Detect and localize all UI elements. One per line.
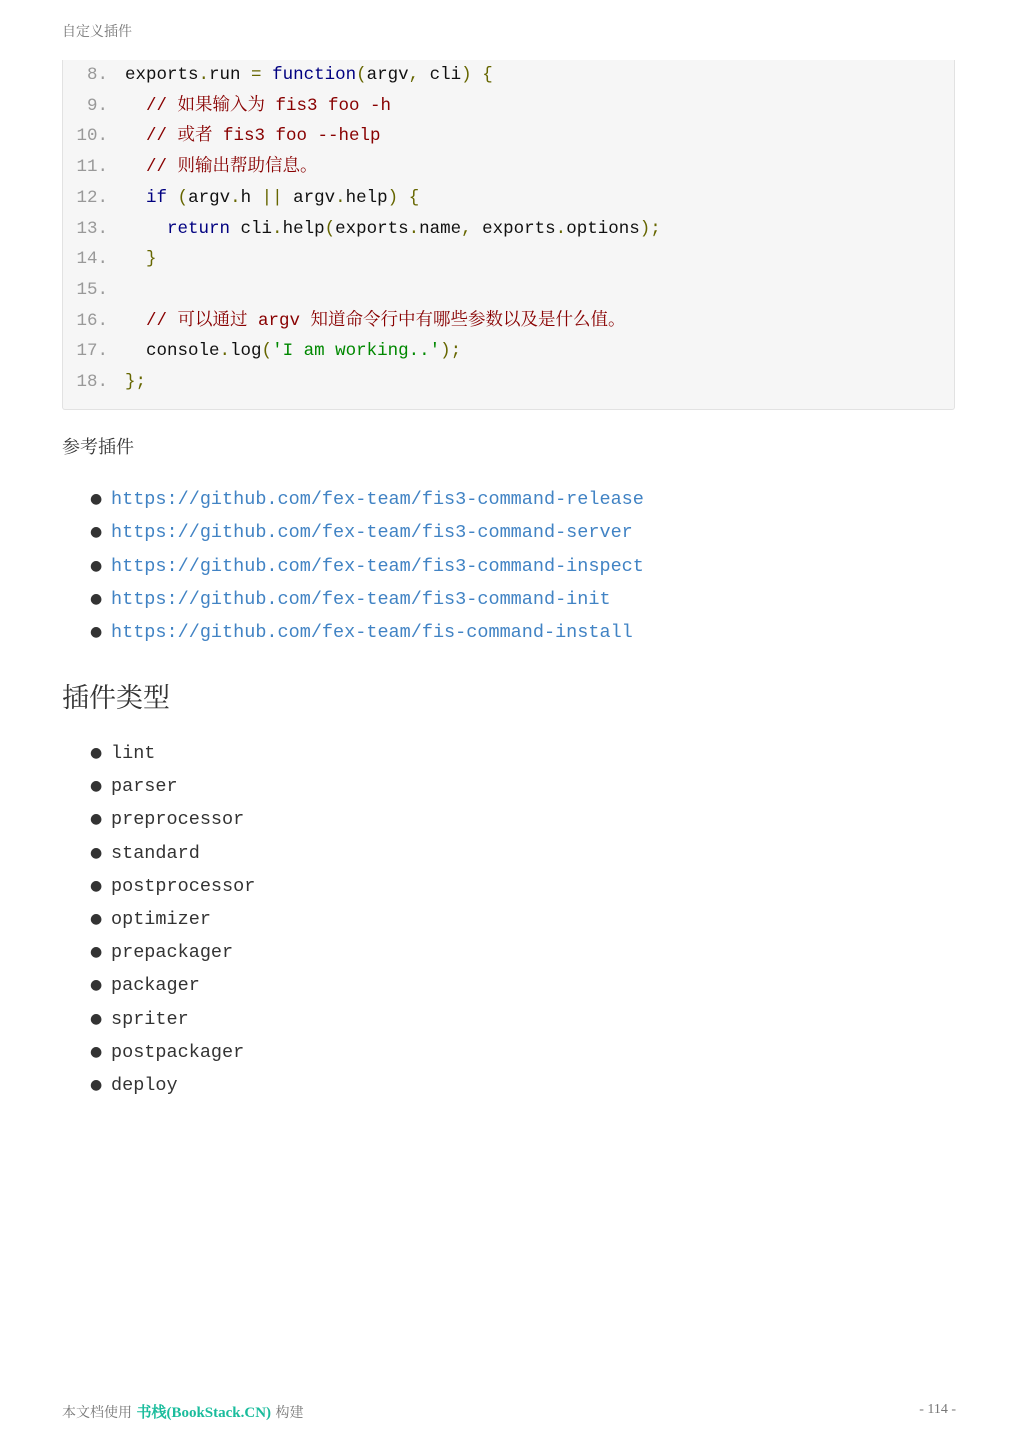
- code-token: ,: [461, 218, 472, 239]
- code-text: [125, 152, 318, 182]
- code-line: [63, 121, 381, 151]
- code-line: [63, 306, 626, 336]
- plugin-type-name: packager: [111, 975, 200, 997]
- code-token: function: [272, 65, 357, 85]
- code-token: log: [230, 341, 262, 362]
- code-token: h: [240, 187, 262, 208]
- code-token: if: [146, 187, 168, 208]
- code-line: [63, 60, 493, 90]
- line-number: 14.: [76, 249, 108, 270]
- bullet-icon: ●: [90, 624, 103, 641]
- code-token: run: [209, 65, 252, 85]
- code-token: // 或者 fis3 foo --help: [146, 126, 381, 147]
- code-token: .: [219, 341, 231, 362]
- code-token: );: [440, 341, 462, 362]
- code-token: argv: [282, 187, 336, 208]
- code-token: );: [639, 218, 661, 239]
- running-header: 自定义插件: [62, 24, 132, 40]
- bullet-icon: ●: [90, 977, 103, 994]
- plugin-type-name: prepackager: [111, 942, 234, 964]
- line-number: 18.: [76, 372, 108, 392]
- reference-plugins-heading: 参考插件: [62, 437, 134, 458]
- reference-link[interactable]: https://github.com/fex-team/fis3-command-release: [111, 489, 644, 510]
- code-token: [125, 188, 146, 208]
- code-token: cli: [230, 218, 273, 239]
- code-token: (: [324, 218, 336, 239]
- bullet-icon: ●: [90, 524, 103, 541]
- code-token: =: [251, 65, 262, 85]
- reference-link[interactable]: https://github.com/fex-team/fis3-command-server: [111, 522, 633, 544]
- bullet-icon: ●: [90, 1043, 103, 1060]
- bullet-icon: ●: [90, 844, 103, 861]
- code-line: [63, 152, 318, 182]
- plugin-type-name: postpackager: [111, 1041, 245, 1063]
- code-line: [63, 367, 147, 397]
- code-token: return: [167, 218, 231, 239]
- code-token: [472, 65, 483, 85]
- page-number: - 114 -: [919, 1402, 956, 1417]
- code-text: [125, 244, 157, 274]
- code-token: ): [461, 65, 472, 85]
- code-text: [125, 60, 493, 90]
- code-line: [63, 336, 462, 366]
- plugin-types-heading: 插件类型: [62, 683, 170, 714]
- code-token: .: [408, 218, 420, 239]
- code-token: [125, 311, 146, 331]
- code-token: (: [261, 341, 273, 362]
- code-token: cli: [419, 65, 462, 85]
- code-token: [125, 126, 146, 146]
- line-number: 11.: [76, 157, 108, 178]
- plugin-type-name: preprocessor: [111, 809, 245, 831]
- code-token: (: [356, 65, 367, 85]
- code-token: {: [408, 187, 420, 208]
- plugin-type-name: lint: [111, 743, 156, 764]
- bullet-icon: ●: [90, 745, 103, 761]
- line-number: 10.: [76, 126, 108, 147]
- plugin-type-name: deploy: [111, 1075, 178, 1096]
- bullet-icon: ●: [90, 911, 103, 927]
- code-token: }: [146, 249, 157, 270]
- code-line: [63, 214, 661, 244]
- footer-credit: [62, 1401, 304, 1422]
- code-line: [63, 183, 420, 213]
- code-token: .: [272, 218, 283, 239]
- line-number: 17.: [76, 341, 108, 362]
- code-token: 'I am working..': [272, 341, 441, 362]
- bullet-icon: ●: [90, 778, 103, 795]
- code-token: [398, 188, 409, 208]
- code-line: [63, 91, 392, 121]
- bullet-icon: ●: [90, 590, 103, 607]
- bullet-icon: ●: [90, 1010, 103, 1027]
- code-token: name: [419, 218, 462, 239]
- line-number: 12.: [76, 187, 108, 208]
- code-token: .: [335, 187, 346, 208]
- code-token: options: [566, 218, 640, 239]
- code-token: help: [345, 187, 388, 208]
- code-text: [125, 121, 381, 151]
- code-token: exports: [125, 65, 199, 85]
- footer-suffix: 构建: [271, 1405, 304, 1421]
- code-line: [63, 275, 108, 305]
- bullet-icon: ●: [90, 877, 103, 894]
- code-token: .: [230, 187, 241, 208]
- code-token: [125, 219, 167, 239]
- plugin-type-name: postprocessor: [111, 875, 256, 897]
- code-text: [125, 214, 661, 244]
- code-token: [125, 96, 146, 116]
- code-token: exports: [335, 218, 409, 239]
- code-text: [125, 91, 391, 121]
- plugin-type-name: standard: [111, 842, 200, 864]
- code-token: exports: [471, 218, 556, 239]
- bullet-icon: ●: [90, 491, 103, 507]
- code-text: [125, 336, 461, 366]
- reference-link[interactable]: https://github.com/fex-team/fis-command-install: [111, 622, 633, 644]
- reference-link[interactable]: https://github.com/fex-team/fis3-command-init: [111, 588, 611, 610]
- code-text: [125, 367, 146, 397]
- code-token: (: [177, 187, 189, 208]
- code-token: ): [387, 187, 399, 208]
- line-number: 8.: [86, 65, 108, 85]
- code-token: argv: [366, 65, 409, 85]
- code-token: [125, 249, 146, 269]
- plugin-type-name: parser: [111, 776, 178, 798]
- line-number: 9.: [86, 95, 108, 116]
- code-token: // 如果输入为 fis3 foo -h: [146, 95, 392, 116]
- code-token: [262, 65, 273, 85]
- code-token: argv: [188, 187, 231, 208]
- line-number: 13.: [76, 218, 108, 239]
- code-token: };: [125, 372, 147, 392]
- bookstack-link[interactable]: 书栈(BookStack.CN): [136, 1405, 272, 1421]
- code-token: // 则输出帮助信息。: [146, 157, 318, 178]
- code-text: [125, 183, 419, 213]
- code-line: [63, 244, 157, 274]
- code-token: help: [282, 218, 325, 239]
- code-token: .: [198, 65, 210, 85]
- code-token: [167, 188, 178, 208]
- bullet-icon: ●: [90, 557, 103, 574]
- line-number: 16.: [76, 310, 108, 331]
- code-token: {: [482, 65, 493, 85]
- reference-link[interactable]: https://github.com/fex-team/fis3-command-inspect: [111, 555, 644, 577]
- bullet-icon: ●: [90, 944, 103, 961]
- bullet-icon: ●: [90, 811, 103, 828]
- code-token: ||: [261, 187, 283, 208]
- plugin-type-name: spriter: [111, 1008, 189, 1030]
- plugin-type-name: optimizer: [111, 909, 211, 930]
- line-number: 15.: [76, 279, 108, 300]
- code-block: [62, 60, 955, 410]
- bullet-icon: ●: [90, 1077, 103, 1093]
- code-token: .: [555, 218, 567, 239]
- footer-prefix: 本文档使用: [62, 1405, 137, 1421]
- code-token: [125, 157, 146, 177]
- code-token: // 可以通过 argv 知道命令行中有哪些参数以及是什么值。: [146, 310, 626, 331]
- code-token: console: [125, 341, 220, 362]
- code-token: ,: [408, 65, 420, 85]
- code-text: [125, 306, 626, 336]
